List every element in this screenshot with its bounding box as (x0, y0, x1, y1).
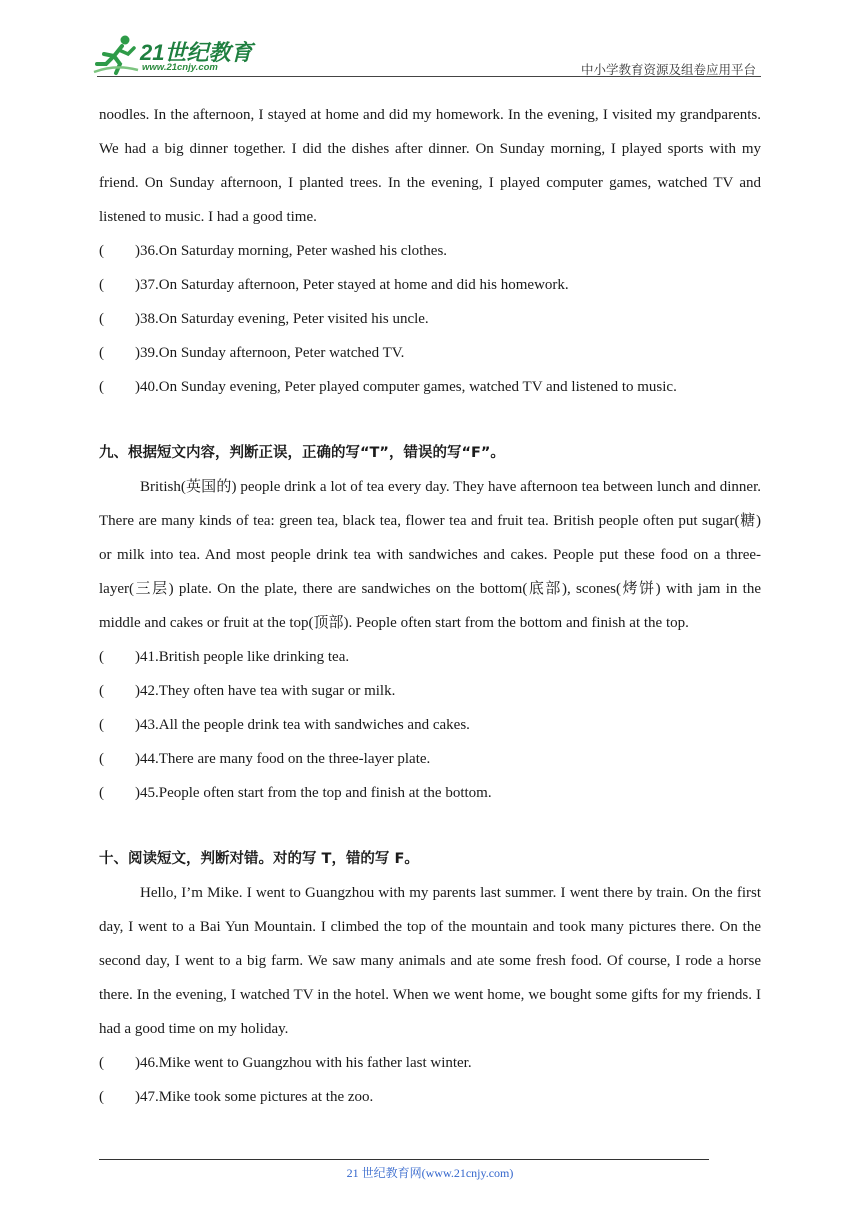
question-text: )42.They often have tea with sugar or milk. (135, 683, 396, 699)
footer-link[interactable]: 21 世纪教育网(www.21cnjy.com) (346, 1166, 514, 1180)
answer-blank[interactable]: ( (99, 649, 104, 665)
question-text: )45.People often start from the top and finish at the bottom. (135, 785, 492, 801)
page-header (0, 0, 860, 80)
question-39 (99, 336, 761, 370)
question-text: )37.On Saturday afternoon, Peter stayed at home and did his homework. (135, 277, 569, 293)
question-47 (99, 1080, 761, 1114)
section-10-passage: Hello, I’m Mike. I went to Guangzhou with my parents last summer. I went there by train. On the first day, I went to a Bai Yun Mountain. I climbed the top of the mountain and took many pictures there. On the second day, I went to a big farm. We saw many animals and ate some fresh food. Of course, I rode a horse there. In the evening, I watched TV in the hotel. When we went home, we bought some gifts for my friends. I had a good time on my holiday. (99, 885, 761, 1037)
question-text: )38.On Saturday evening, Peter visited his uncle. (135, 311, 429, 327)
runner-logo-icon (92, 34, 140, 76)
questions-41-45 (99, 640, 761, 810)
questions-46-47 (99, 1046, 761, 1114)
question-37 (99, 268, 761, 302)
footer-divider (99, 1159, 709, 1160)
answer-blank[interactable]: ( (99, 683, 104, 699)
question-41 (99, 640, 761, 674)
answer-blank[interactable]: ( (99, 717, 104, 733)
question-text: )40.On Sunday evening, Peter played computer games, watched TV and listened to music. (135, 379, 677, 395)
question-text: )36.On Saturday morning, Peter washed his clothes. (135, 243, 448, 259)
answer-blank[interactable]: ( (99, 345, 104, 361)
question-46 (99, 1046, 761, 1080)
question-text: )47.Mike took some pictures at the zoo. (135, 1089, 374, 1105)
header-divider (97, 76, 761, 77)
question-44 (99, 742, 761, 776)
question-text: )46.Mike went to Guangzhou with his father last winter. (135, 1055, 472, 1071)
question-42 (99, 674, 761, 708)
answer-blank[interactable]: ( (99, 277, 104, 293)
question-43 (99, 708, 761, 742)
answer-blank[interactable]: ( (99, 1055, 104, 1071)
answer-blank[interactable]: ( (99, 751, 104, 767)
section-spacer (99, 404, 761, 436)
section-spacer (99, 810, 761, 842)
answer-blank[interactable]: ( (99, 785, 104, 801)
question-text: )41.British people like drinking tea. (135, 649, 350, 665)
question-45 (99, 776, 761, 810)
platform-name: 中小学教育资源及组卷应用平台 (580, 62, 756, 77)
site-logo[interactable] (92, 34, 267, 78)
question-text: )44.There are many food on the three-layer plate. (135, 751, 431, 767)
section-9-title: 九、根据短文内容，判断正误，正确的写“T”，错误的写“F”。 (99, 445, 505, 461)
logo-url: www.21cnjy.com (142, 62, 218, 73)
passage-8-continued: noodles. In the afternoon, I stayed at home and did my homework. In the evening, I visited my grandparents. We had a big dinner together. I did the dishes after dinner. On Sunday morning, I played sports with my friend. On Sunday afternoon, I planted trees. In the evening, I played computer games, watched TV and listened to music. I had a good time. (99, 107, 761, 225)
document-body (99, 98, 761, 1114)
logo-text: 21世纪教育 (140, 40, 253, 65)
answer-blank[interactable]: ( (99, 243, 104, 259)
question-40 (99, 370, 761, 404)
question-text: )39.On Sunday afternoon, Peter watched TV. (135, 345, 405, 361)
question-36 (99, 234, 761, 268)
question-text: )43.All the people drink tea with sandwiches and cakes. (135, 717, 470, 733)
questions-36-40 (99, 234, 761, 404)
section-9-passage: British(英国的) people drink a lot of tea every day. They have afternoon tea between lunch and dinner. There are many kinds of tea: green tea, black tea, flower tea and fruit tea. British people often put sugar(糖) or milk into tea. And most people drink tea with sandwiches and cakes. People put these food on a three-layer(三层) plate. On the plate, there are sandwiches on the bottom(底部), scones(烤饼) with jam in the middle and cakes or fruit at the top(顶部). People often start from the bottom and finish at the top. (99, 479, 761, 631)
section-10-title: 十、阅读短文，判断对错。对的写 T，错的写 F。 (99, 851, 419, 867)
answer-blank[interactable]: ( (99, 311, 104, 327)
question-38 (99, 302, 761, 336)
answer-blank[interactable]: ( (99, 1089, 104, 1105)
answer-blank[interactable]: ( (99, 379, 104, 395)
